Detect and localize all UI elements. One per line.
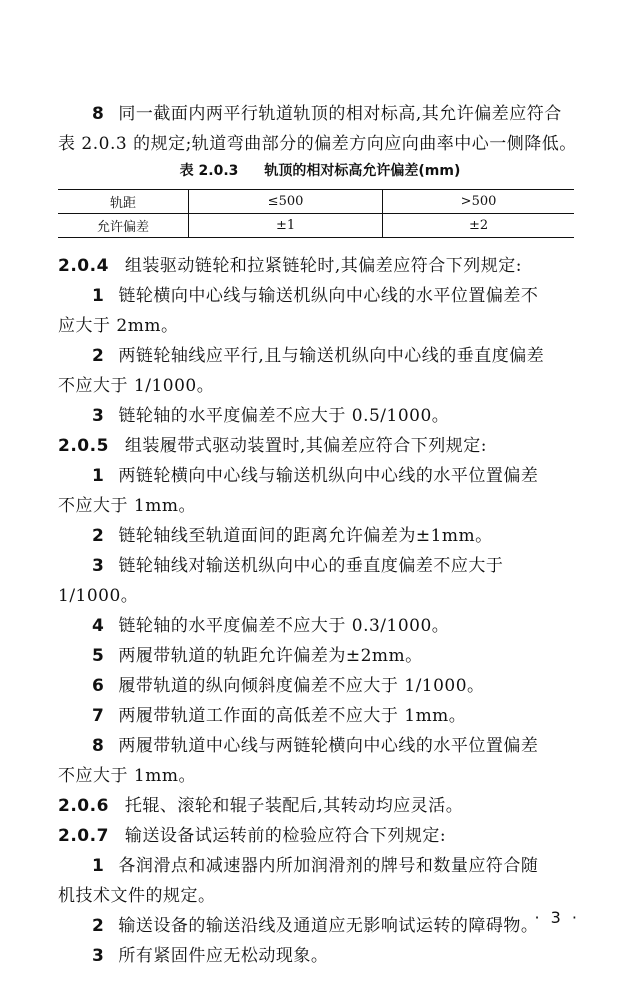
page-number: · 3 ·: [534, 908, 580, 927]
list-item: [58, 911, 610, 941]
clause-number: 8: [92, 104, 105, 124]
table-row: [58, 190, 574, 214]
list-item: [58, 641, 610, 671]
table-header-cell: ≤500: [189, 190, 383, 214]
item-number: 3: [92, 556, 105, 576]
section-text: 托辊、滚轮和辊子装配后,其转动均应灵活。: [124, 796, 464, 816]
item-text: 链轮轴的水平度偏差不应大于 0.3/1000。: [118, 616, 450, 636]
section-text: 组装驱动链轮和拉紧链轮时,其偏差应符合下列规定:: [124, 256, 523, 276]
item-text: 履带轨道的纵向倾斜度偏差不应大于 1/1000。: [118, 676, 485, 696]
item-number: 2: [92, 526, 105, 546]
list-item-continuation: 不应大于 1mm。: [58, 496, 196, 516]
list-item-continuation: 应大于 2mm。: [58, 316, 179, 336]
item-text: 两链轮轴线应平行,且与输送机纵向中心线的垂直度偏差: [118, 346, 545, 366]
section-number: 2.0.6: [58, 796, 109, 816]
item-text: 链轮横向中心线与输送机纵向中心线的水平位置偏差不: [118, 286, 539, 306]
item-number: 1: [92, 856, 105, 876]
item-text: 输送设备的输送沿线及通道应无影响试运转的障碍物。: [118, 916, 539, 936]
list-item: [58, 851, 610, 881]
list-item: [58, 341, 610, 371]
list-item: [58, 731, 610, 761]
list-item: [58, 281, 610, 311]
table-caption-number: 表 2.0.3: [179, 163, 239, 179]
list-item: [58, 521, 610, 551]
list-item: [58, 461, 610, 491]
list-item-continuation: 不应大于 1/1000。: [58, 376, 215, 396]
table-cell: 允许偏差: [58, 214, 189, 238]
item-text: 链轮轴的水平度偏差不应大于 0.5/1000。: [118, 406, 450, 426]
item-number: 7: [92, 706, 105, 726]
item-number: 4: [92, 616, 105, 636]
item-number: 2: [92, 916, 105, 936]
list-item-continuation: 机技术文件的规定。: [58, 886, 216, 906]
item-number: 2: [92, 346, 105, 366]
item-number: 6: [92, 676, 105, 696]
tolerance-table: [58, 189, 574, 238]
section-text: 输送设备试运转前的检验应符合下列规定:: [124, 826, 447, 846]
section-2-0-5-heading: [58, 431, 576, 461]
list-item: [58, 701, 610, 731]
section-text: 组装履带式驱动装置时,其偏差应符合下列规定:: [124, 436, 488, 456]
table-cell: ±1: [189, 214, 383, 238]
list-item: [58, 401, 610, 431]
section-number: 2.0.4: [58, 256, 109, 276]
table-cell: ±2: [383, 214, 574, 238]
section-2-0-6-heading: [58, 791, 576, 821]
clause-8-line-2: 表 2.0.3 的规定;轨道弯曲部分的偏差方向应向曲率中心一侧降低。: [58, 134, 577, 154]
list-item: [58, 551, 610, 581]
item-number: 1: [92, 466, 105, 486]
item-text: 两履带轨道的轨距允许偏差为±2mm。: [118, 646, 423, 666]
item-text: 链轮轴线至轨道面间的距离允许偏差为±1mm。: [118, 526, 493, 546]
item-number: 1: [92, 286, 105, 306]
section-2-0-4-heading: [58, 251, 576, 281]
clause-8-line-1: [58, 99, 610, 129]
table-header-cell: >500: [383, 190, 574, 214]
list-item-continuation: 1/1000。: [58, 586, 139, 606]
section-number: 2.0.7: [58, 826, 109, 846]
item-text: 链轮轴线对输送机纵向中心的垂直度偏差不应大于: [118, 556, 504, 576]
item-number: 3: [92, 406, 105, 426]
table-caption: [0, 160, 640, 180]
clause-text: 同一截面内两平行轨道轨顶的相对标高,其允许偏差应符合: [118, 104, 562, 124]
table-row: [58, 214, 574, 238]
section-number: 2.0.5: [58, 436, 109, 456]
item-text: 两链轮横向中心线与输送机纵向中心线的水平位置偏差: [118, 466, 539, 486]
item-text: 所有紧固件应无松动现象。: [118, 946, 329, 966]
list-item: [58, 611, 610, 641]
item-number: 5: [92, 646, 105, 666]
table-caption-title: 轨顶的相对标高允许偏差(mm): [264, 163, 461, 179]
list-item-continuation: 不应大于 1mm。: [58, 766, 196, 786]
table-header-cell: 轨距: [58, 190, 189, 214]
item-text: 两履带轨道中心线与两链轮横向中心线的水平位置偏差: [118, 736, 539, 756]
item-number: 8: [92, 736, 105, 756]
item-number: 3: [92, 946, 105, 966]
section-2-0-7-heading: [58, 821, 576, 851]
item-text: 各润滑点和减速器内所加润滑剂的牌号和数量应符合随: [118, 856, 539, 876]
item-text: 两履带轨道工作面的高低差不应大于 1mm。: [118, 706, 467, 726]
list-item: [58, 941, 610, 971]
list-item: [58, 671, 610, 701]
